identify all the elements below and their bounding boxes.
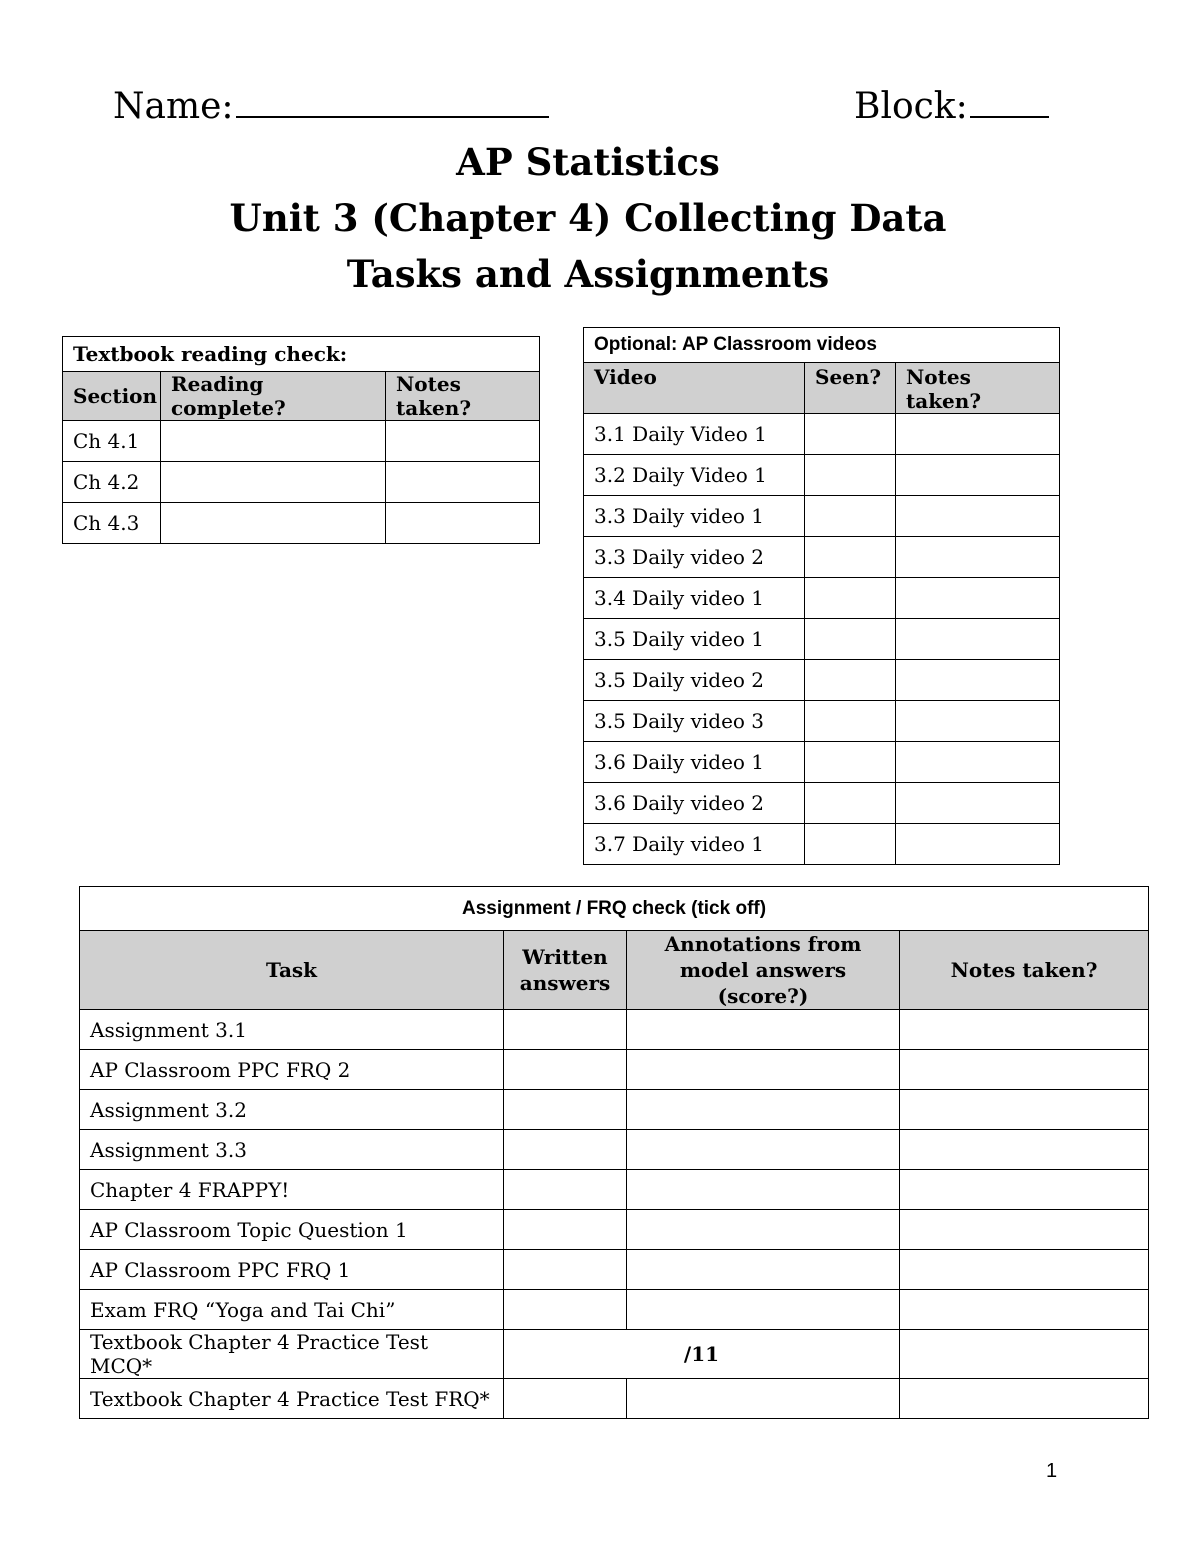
notes-cell[interactable] <box>900 1250 1149 1290</box>
table-row <box>80 1379 1149 1419</box>
written-cell[interactable] <box>504 1379 627 1419</box>
video-seen-cell[interactable] <box>805 578 896 619</box>
table-row <box>80 1010 1149 1050</box>
reading-complete-cell[interactable] <box>161 462 386 503</box>
task-name: Textbook Chapter 4 Practice Test MCQ* <box>80 1330 504 1379</box>
assignment-table <box>79 886 1149 1419</box>
table-row <box>584 783 1060 824</box>
video-seen-cell[interactable] <box>805 455 896 496</box>
reading-section: Ch 4.2 <box>63 462 161 503</box>
reading-col-notes: Notes taken? <box>386 372 540 421</box>
table-row <box>80 1290 1149 1330</box>
annotations-cell[interactable] <box>627 1170 900 1210</box>
name-blank[interactable] <box>236 82 549 118</box>
video-seen-cell[interactable] <box>805 824 896 865</box>
task-name: Assignment 3.2 <box>80 1090 504 1130</box>
page-title: AP Statistics <box>456 140 720 184</box>
video-title: 3.7 Daily video 1 <box>584 824 805 865</box>
task-name: AP Classroom Topic Question 1 <box>80 1210 504 1250</box>
reading-section: Ch 4.3 <box>63 503 161 544</box>
notes-cell[interactable] <box>900 1210 1149 1250</box>
reading-caption: Textbook reading check: <box>63 337 540 372</box>
task-name: Textbook Chapter 4 Practice Test FRQ* <box>80 1379 504 1419</box>
written-cell[interactable] <box>504 1170 627 1210</box>
page-subtitle-2: Tasks and Assignments <box>346 252 830 296</box>
notes-cell[interactable] <box>900 1010 1149 1050</box>
task-name: AP Classroom PPC FRQ 1 <box>80 1250 504 1290</box>
block-label: Block: <box>854 86 968 127</box>
videos-caption: Optional: AP Classroom videos <box>584 328 1060 363</box>
written-cell[interactable] <box>504 1010 627 1050</box>
block-blank[interactable] <box>970 82 1049 118</box>
table-row <box>80 1090 1149 1130</box>
annotations-cell[interactable] <box>627 1250 900 1290</box>
reading-notes-cell[interactable] <box>386 503 540 544</box>
name-field <box>113 82 549 127</box>
page-number: 1 <box>1046 1460 1058 1482</box>
notes-cell[interactable] <box>900 1130 1149 1170</box>
video-title: 3.1 Daily Video 1 <box>584 414 805 455</box>
table-row <box>584 660 1060 701</box>
assignment-caption: Assignment / FRQ check (tick off) <box>80 887 1149 931</box>
table-row <box>584 824 1060 865</box>
video-seen-cell[interactable] <box>805 414 896 455</box>
written-cell[interactable] <box>504 1090 627 1130</box>
written-cell[interactable] <box>504 1210 627 1250</box>
table-row <box>584 455 1060 496</box>
annotations-cell[interactable] <box>627 1050 900 1090</box>
video-title: 3.5 Daily video 2 <box>584 660 805 701</box>
table-row <box>584 619 1060 660</box>
table-row <box>80 1210 1149 1250</box>
video-seen-cell[interactable] <box>805 783 896 824</box>
video-notes-cell[interactable] <box>896 660 1060 701</box>
video-notes-cell[interactable] <box>896 783 1060 824</box>
notes-cell[interactable] <box>900 1170 1149 1210</box>
table-row <box>584 537 1060 578</box>
table-row <box>63 462 540 503</box>
video-title: 3.5 Daily video 3 <box>584 701 805 742</box>
video-notes-cell[interactable] <box>896 578 1060 619</box>
video-notes-cell[interactable] <box>896 742 1060 783</box>
video-notes-cell[interactable] <box>896 537 1060 578</box>
video-notes-cell[interactable] <box>896 455 1060 496</box>
table-row <box>80 1170 1149 1210</box>
written-cell[interactable] <box>504 1290 627 1330</box>
video-notes-cell[interactable] <box>896 496 1060 537</box>
reading-col-complete: Reading complete? <box>161 372 386 421</box>
videos-table <box>583 327 1060 865</box>
table-row <box>63 503 540 544</box>
table-row <box>80 1050 1149 1090</box>
table-row <box>584 414 1060 455</box>
reading-notes-cell[interactable] <box>386 462 540 503</box>
task-name: Assignment 3.3 <box>80 1130 504 1170</box>
annotations-cell[interactable] <box>627 1090 900 1130</box>
reading-complete-cell[interactable] <box>161 421 386 462</box>
video-title: 3.3 Daily video 2 <box>584 537 805 578</box>
page-subtitle: Unit 3 (Chapter 4) Collecting Data <box>229 196 947 240</box>
videos-col-seen: Seen? <box>805 363 896 414</box>
assign-col-annotations: Annotations from model answers (score?) <box>627 931 900 1010</box>
video-notes-cell[interactable] <box>896 619 1060 660</box>
notes-cell[interactable] <box>900 1330 1149 1379</box>
reading-complete-cell[interactable] <box>161 503 386 544</box>
block-field <box>854 82 1049 127</box>
table-row <box>584 496 1060 537</box>
video-seen-cell[interactable] <box>805 701 896 742</box>
reading-notes-cell[interactable] <box>386 421 540 462</box>
video-notes-cell[interactable] <box>896 824 1060 865</box>
written-cell[interactable] <box>504 1130 627 1170</box>
name-label: Name: <box>113 86 234 127</box>
table-row <box>63 421 540 462</box>
table-row <box>584 578 1060 619</box>
video-title: 3.3 Daily video 1 <box>584 496 805 537</box>
video-title: 3.6 Daily video 2 <box>584 783 805 824</box>
annotations-cell[interactable] <box>627 1379 900 1419</box>
assign-col-task: Task <box>80 931 504 1010</box>
videos-col-notes: Notes taken? <box>896 363 1060 414</box>
written-cell[interactable] <box>504 1050 627 1090</box>
video-seen-cell[interactable] <box>805 742 896 783</box>
task-name: Chapter 4 FRAPPY! <box>80 1170 504 1210</box>
reading-check-table <box>62 336 540 544</box>
mcq-score-cell[interactable]: /11 <box>504 1330 900 1379</box>
notes-cell[interactable] <box>900 1090 1149 1130</box>
video-title: 3.2 Daily Video 1 <box>584 455 805 496</box>
annotations-cell[interactable] <box>627 1010 900 1050</box>
assign-col-notes: Notes taken? <box>900 931 1149 1010</box>
video-title: 3.6 Daily video 1 <box>584 742 805 783</box>
annotations-cell[interactable] <box>627 1130 900 1170</box>
table-row <box>584 742 1060 783</box>
video-title: 3.5 Daily video 1 <box>584 619 805 660</box>
video-notes-cell[interactable] <box>896 414 1060 455</box>
assign-col-written: Written answers <box>504 931 627 1010</box>
videos-col-video: Video <box>584 363 805 414</box>
video-title: 3.4 Daily video 1 <box>584 578 805 619</box>
video-seen-cell[interactable] <box>805 619 896 660</box>
task-name: Assignment 3.1 <box>80 1010 504 1050</box>
written-cell[interactable] <box>504 1250 627 1290</box>
video-seen-cell[interactable] <box>805 496 896 537</box>
notes-cell[interactable] <box>900 1290 1149 1330</box>
video-seen-cell[interactable] <box>805 537 896 578</box>
annotations-cell[interactable] <box>627 1290 900 1330</box>
task-name: Exam FRQ “Yoga and Tai Chi” <box>80 1290 504 1330</box>
reading-section: Ch 4.1 <box>63 421 161 462</box>
table-row <box>584 701 1060 742</box>
notes-cell[interactable] <box>900 1379 1149 1419</box>
table-row <box>80 1130 1149 1170</box>
annotations-cell[interactable] <box>627 1210 900 1250</box>
notes-cell[interactable] <box>900 1050 1149 1090</box>
video-seen-cell[interactable] <box>805 660 896 701</box>
table-row <box>80 1250 1149 1290</box>
table-row <box>80 1330 1149 1379</box>
task-name: AP Classroom PPC FRQ 2 <box>80 1050 504 1090</box>
video-notes-cell[interactable] <box>896 701 1060 742</box>
reading-col-section: Section <box>63 372 161 421</box>
